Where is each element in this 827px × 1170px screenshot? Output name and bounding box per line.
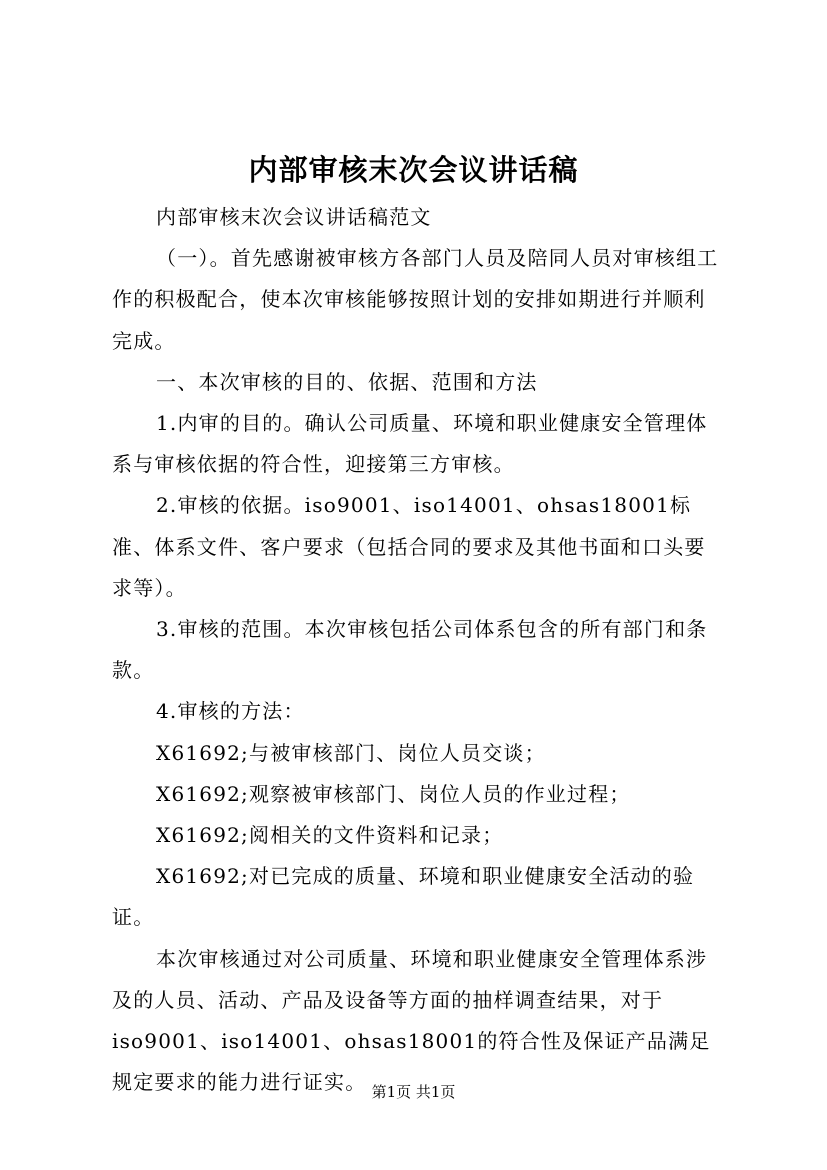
page-footer: 第1页 共1页 — [371, 1083, 456, 1101]
paragraph-conclusion: 本次审核通过对公司质量、环境和职业健康安全管理体系涉及的人员、活动、产品及设备等方面的抽样调查结果，对于iso9001、iso14001、ohsas18001的符合性及保证产品满足规定要求的能力进行证实。 — [112, 946, 711, 1095]
paragraph-purpose: 1.内审的目的。确认公司质量、环境和职业健康安全管理体系与审核依据的符合性，迎接第三方审核。 — [112, 411, 708, 477]
list-item: X61692;阅相关的文件资料和记录； — [156, 823, 504, 848]
section-heading: 一、本次审核的目的、依据、范围和方法 — [156, 369, 538, 394]
list-item: X61692;观察被审核部门、岗位人员的作业过程； — [156, 781, 631, 806]
document-title: 内部审核末次会议讲话稿 — [248, 153, 579, 187]
document-body — [112, 197, 724, 1103]
paragraph-scope: 3.审核的范围。本次审核包括公司体系包含的所有部门和条款。 — [112, 617, 708, 683]
list-item: X61692;与被审核部门、岗位人员交谈； — [156, 740, 546, 765]
paragraph-basis: 2.审核的依据。iso9001、iso14001、ohsas18001标准、体系文件、客户要求（包括合同的要求及其他书面和口头要求等）。 — [112, 493, 706, 600]
document-subtitle: 内部审核末次会议讲话稿范文 — [156, 205, 432, 229]
paragraph-methods-heading: 4.审核的方法： — [156, 699, 305, 724]
paragraph-thanks: （一）。首先感谢被审核方各部门人员及陪同人员对审核组工作的积极配合，使本次审核能够按照计划的安排如期进行并顺利完成。 — [112, 246, 719, 353]
list-item: X61692;对已完成的质量、环境和职业健康安全活动的验证。 — [112, 864, 695, 930]
methods-list — [112, 733, 724, 939]
